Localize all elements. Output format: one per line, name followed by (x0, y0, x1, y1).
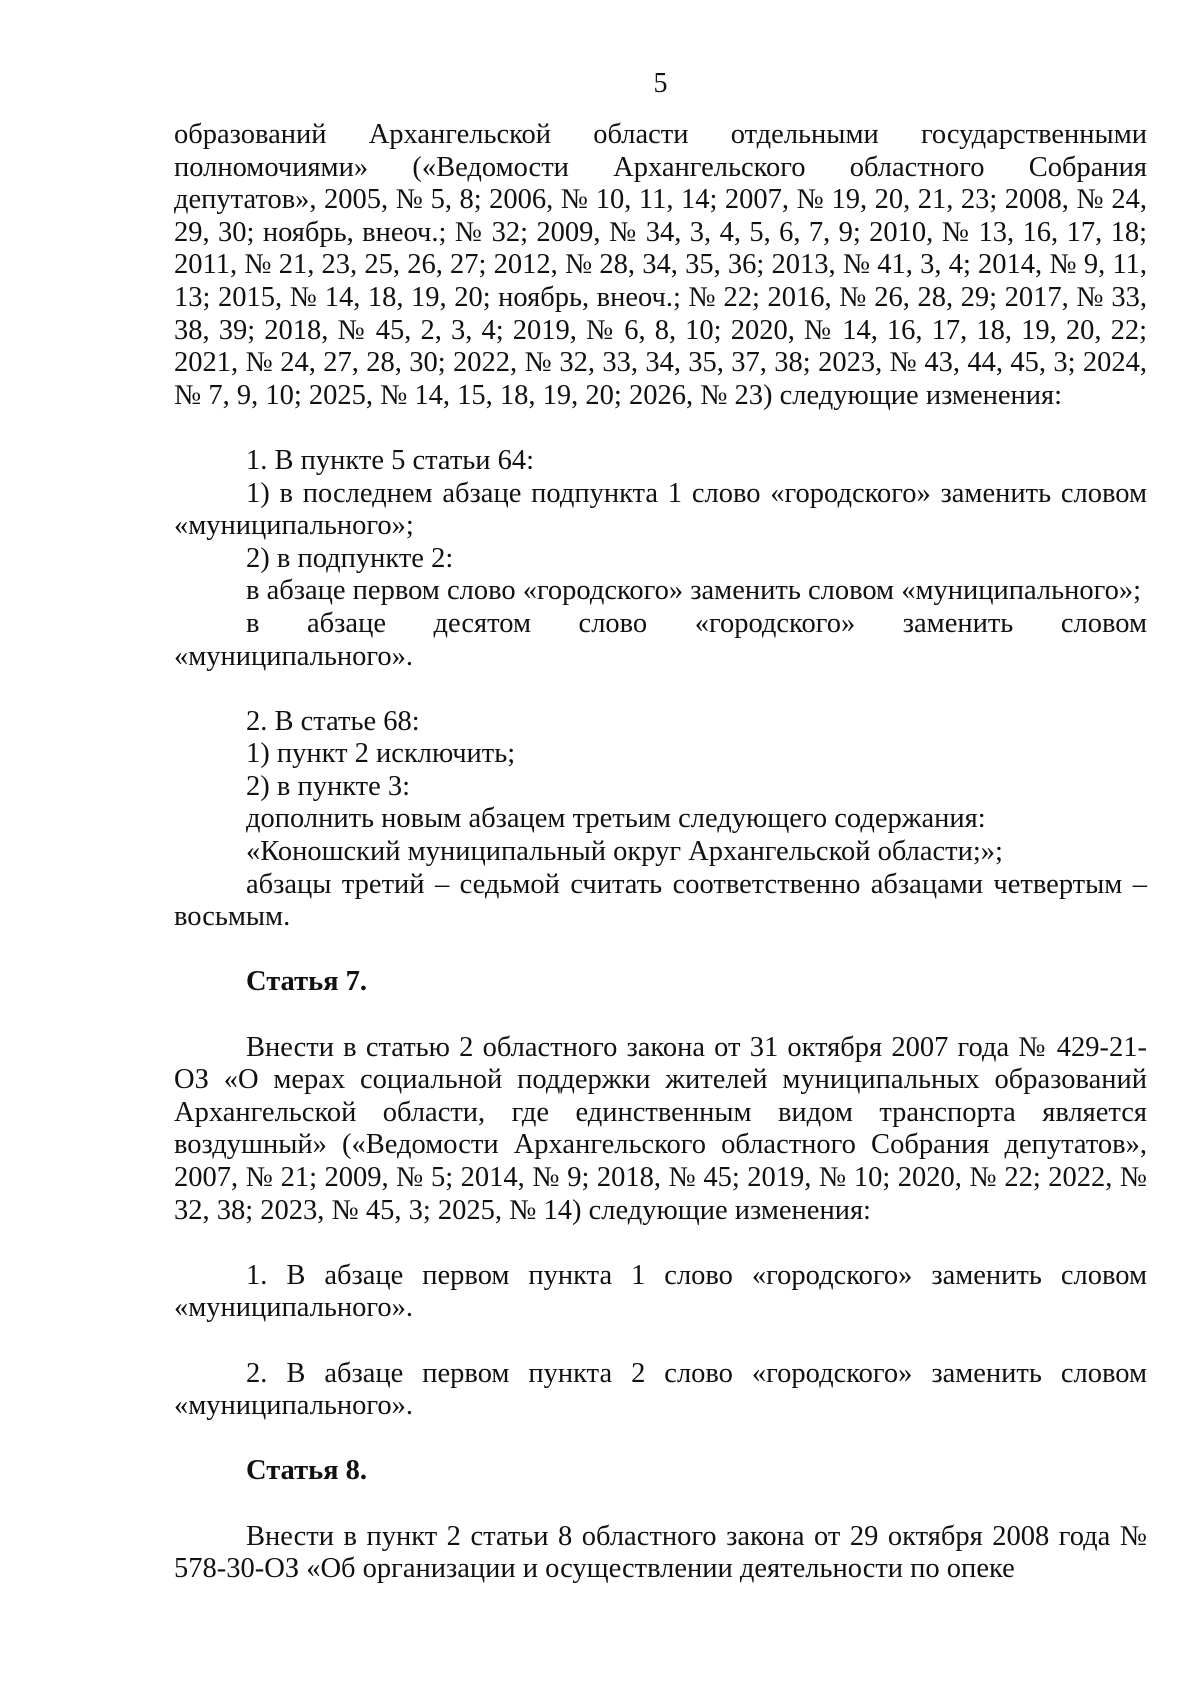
paragraph-gap (174, 1227, 1147, 1260)
item-1-sub-2-para-1: в абзаце первом слово «городского» заменить словом «муниципального»; (246, 575, 1142, 607)
paragraph-gap (174, 412, 1147, 445)
article-7-heading: Статья 7. (246, 966, 368, 998)
paragraph-gap (174, 1488, 1147, 1521)
item-2-sub-1: 1) пункт 2 исключить; (246, 738, 516, 770)
paragraph-gap (174, 1325, 1147, 1358)
item-1-title: 1. В пункте 5 статьи 64: (246, 444, 535, 476)
item-2-sub-2-para-3: абзацы третий – седьмой считать соответственно абзацами четвертым – восьмым. (174, 868, 1147, 933)
paragraph-gap (174, 673, 1147, 706)
article-8-intro: Внести в пункт 2 статьи 8 областного закона от 29 октября 2008 года № 578-30-ОЗ «Об организации и осуществлении деятельности по опеке (174, 1520, 1147, 1585)
paragraph-gap (174, 934, 1147, 967)
paragraph-gap (174, 999, 1147, 1032)
article-7-item-2: 2. В абзаце первом пункта 2 слово «городского» заменить словом «муниципального». (174, 1357, 1147, 1422)
item-1-sub-2-para-10: в абзаце десятом слово «городского» заменить словом «муниципального». (174, 607, 1147, 672)
article-8-heading: Статья 8. (246, 1455, 368, 1487)
item-1-sub-1: 1) в последнем абзаце подпункта 1 слово «городского» заменить словом «муниципального»; (174, 477, 1147, 542)
intro-paragraph: образований Архангельской области отдельными государственными полномочиями» («Ведомости Архангельского областного Собрания депутатов», 2005, № 5, 8; 2006, № 10, 11, 14; 2007, № 19, 20, 21, 23; 2008, № 24, 29, 30; ноябрь, внеоч.; № 32; 2009, № 34, 3, 4, 5, 6, 7, 9; 2010, № 13, 16, 17, 18; 2011, № 21, 23, 25, 26, 27; 2012, № 28, 34, 35, 36; 2013, № 41, 3, 4; 2014, № 9, 11, 13; 2015, № 14, 18, 19, 20; ноябрь, внеоч.; № 22; 2016, № 26, 28, 29; 2017, № 33, 38, 39; 2018, № 45, 2, 3, 4; 2019, № 6, 8, 10; 2020, № 14, 16, 17, 18, 19, 20, 22; 2021, № 24, 27, 28, 30; 2022, № 32, 33, 34, 35, 37, 38; 2023, № 43, 44, 45, 3; 2024, № 7, 9, 10; 2025, № 14, 15, 18, 19, 20; 2026, № 23) следующие изменения: (174, 119, 1147, 411)
item-2-title: 2. В статье 68: (246, 705, 420, 737)
item-2-sub-2-para-1: дополнить новым абзацем третьим следующего содержания: (246, 803, 986, 835)
article-7-intro: Внести в статью 2 областного закона от 31 октября 2007 года № 429-21-ОЗ «О мерах социальной поддержки жителей муниципальных образований Архангельской области, где единственным видом транспорта является воздушный» («Ведомости Архангельского областного Собрания депутатов», 2007, № 21; 2009, № 5; 2014, № 9; 2018, № 45; 2019, № 10; 2020, № 22; 2022, № 32, 38; 2023, № 45, 3; 2025, № 14) следующие изменения: (174, 1031, 1147, 1226)
item-2-sub-2-para-2: «Коношский муниципальный округ Архангельской области;»; (246, 836, 1003, 868)
article-7-item-1: 1. В абзаце первом пункта 1 слово «городского» заменить словом «муниципального». (174, 1259, 1147, 1324)
item-1-sub-2: 2) в подпункте 2: (246, 542, 454, 574)
paragraph-gap (174, 1423, 1147, 1456)
page-number: 5 (653, 68, 668, 99)
item-2-sub-2: 2) в пункте 3: (246, 770, 411, 802)
document-body (174, 119, 1147, 1586)
